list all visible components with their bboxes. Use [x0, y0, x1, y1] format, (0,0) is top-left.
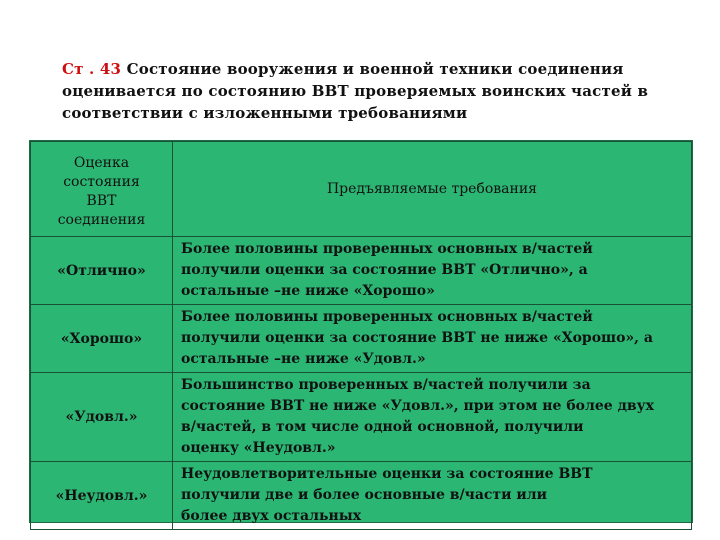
table-row [31, 305, 692, 373]
requirement-line: Большинство проверенных в/частей получили за [181, 377, 591, 393]
table-row [31, 462, 692, 530]
table-row [31, 373, 692, 462]
requirement-line: получили две и более основные в/части или [181, 487, 548, 503]
requirement-line: Неудовлетворительные оценки за состояние ВВТ [181, 466, 593, 482]
page-heading [62, 58, 682, 124]
requirement-line: оценку «Неудовл.» [181, 440, 336, 456]
header-requirements-cell: Предъявляемые требования [173, 142, 692, 237]
header-grade-line: состояния [63, 174, 140, 190]
requirement-line: получили оценки за состояние ВВТ не ниже «Хорошо», а [181, 330, 653, 346]
article-reference: Ст . 43 [62, 60, 122, 78]
requirement-cell [173, 462, 692, 530]
heading-line-2: оценивается по состоянию ВВТ проверяемых воинских частей в [62, 82, 649, 100]
heading-line-3: соответствии с изложенными требованиями [62, 104, 468, 122]
grade-cell: «Хорошо» [31, 305, 173, 373]
header-grade-line: ВВТ [86, 193, 117, 209]
header-grade-cell [31, 142, 173, 237]
requirement-line: более двух остальных [181, 508, 362, 524]
requirement-line: остальные –не ниже «Хорошо» [181, 283, 435, 299]
requirement-cell [173, 237, 692, 305]
requirement-line: получили оценки за состояние ВВТ «Отлично», а [181, 262, 588, 278]
requirement-line: в/частей, в том числе одной основной, получили [181, 419, 584, 435]
grade-cell: «Удовл.» [31, 373, 173, 462]
requirement-line: Более половины проверенных основных в/частей [181, 241, 593, 257]
requirement-line: Более половины проверенных основных в/частей [181, 309, 593, 325]
grade-cell: «Отлично» [31, 237, 173, 305]
heading-line-1: Состояние вооружения и военной техники соединения [126, 60, 624, 78]
header-grade-line: Оценка [73, 155, 130, 171]
requirement-cell [173, 305, 692, 373]
table-header-row [31, 142, 692, 237]
requirement-line: состояние ВВТ не ниже «Удовл.», при этом не более двух [181, 398, 654, 414]
requirement-cell [173, 373, 692, 462]
requirements-table [29, 140, 693, 523]
table-row [31, 237, 692, 305]
header-grade-line: соединения [57, 212, 146, 228]
requirement-line: остальные –не ниже «Удовл.» [181, 351, 426, 367]
grade-cell: «Неудовл.» [31, 462, 173, 530]
